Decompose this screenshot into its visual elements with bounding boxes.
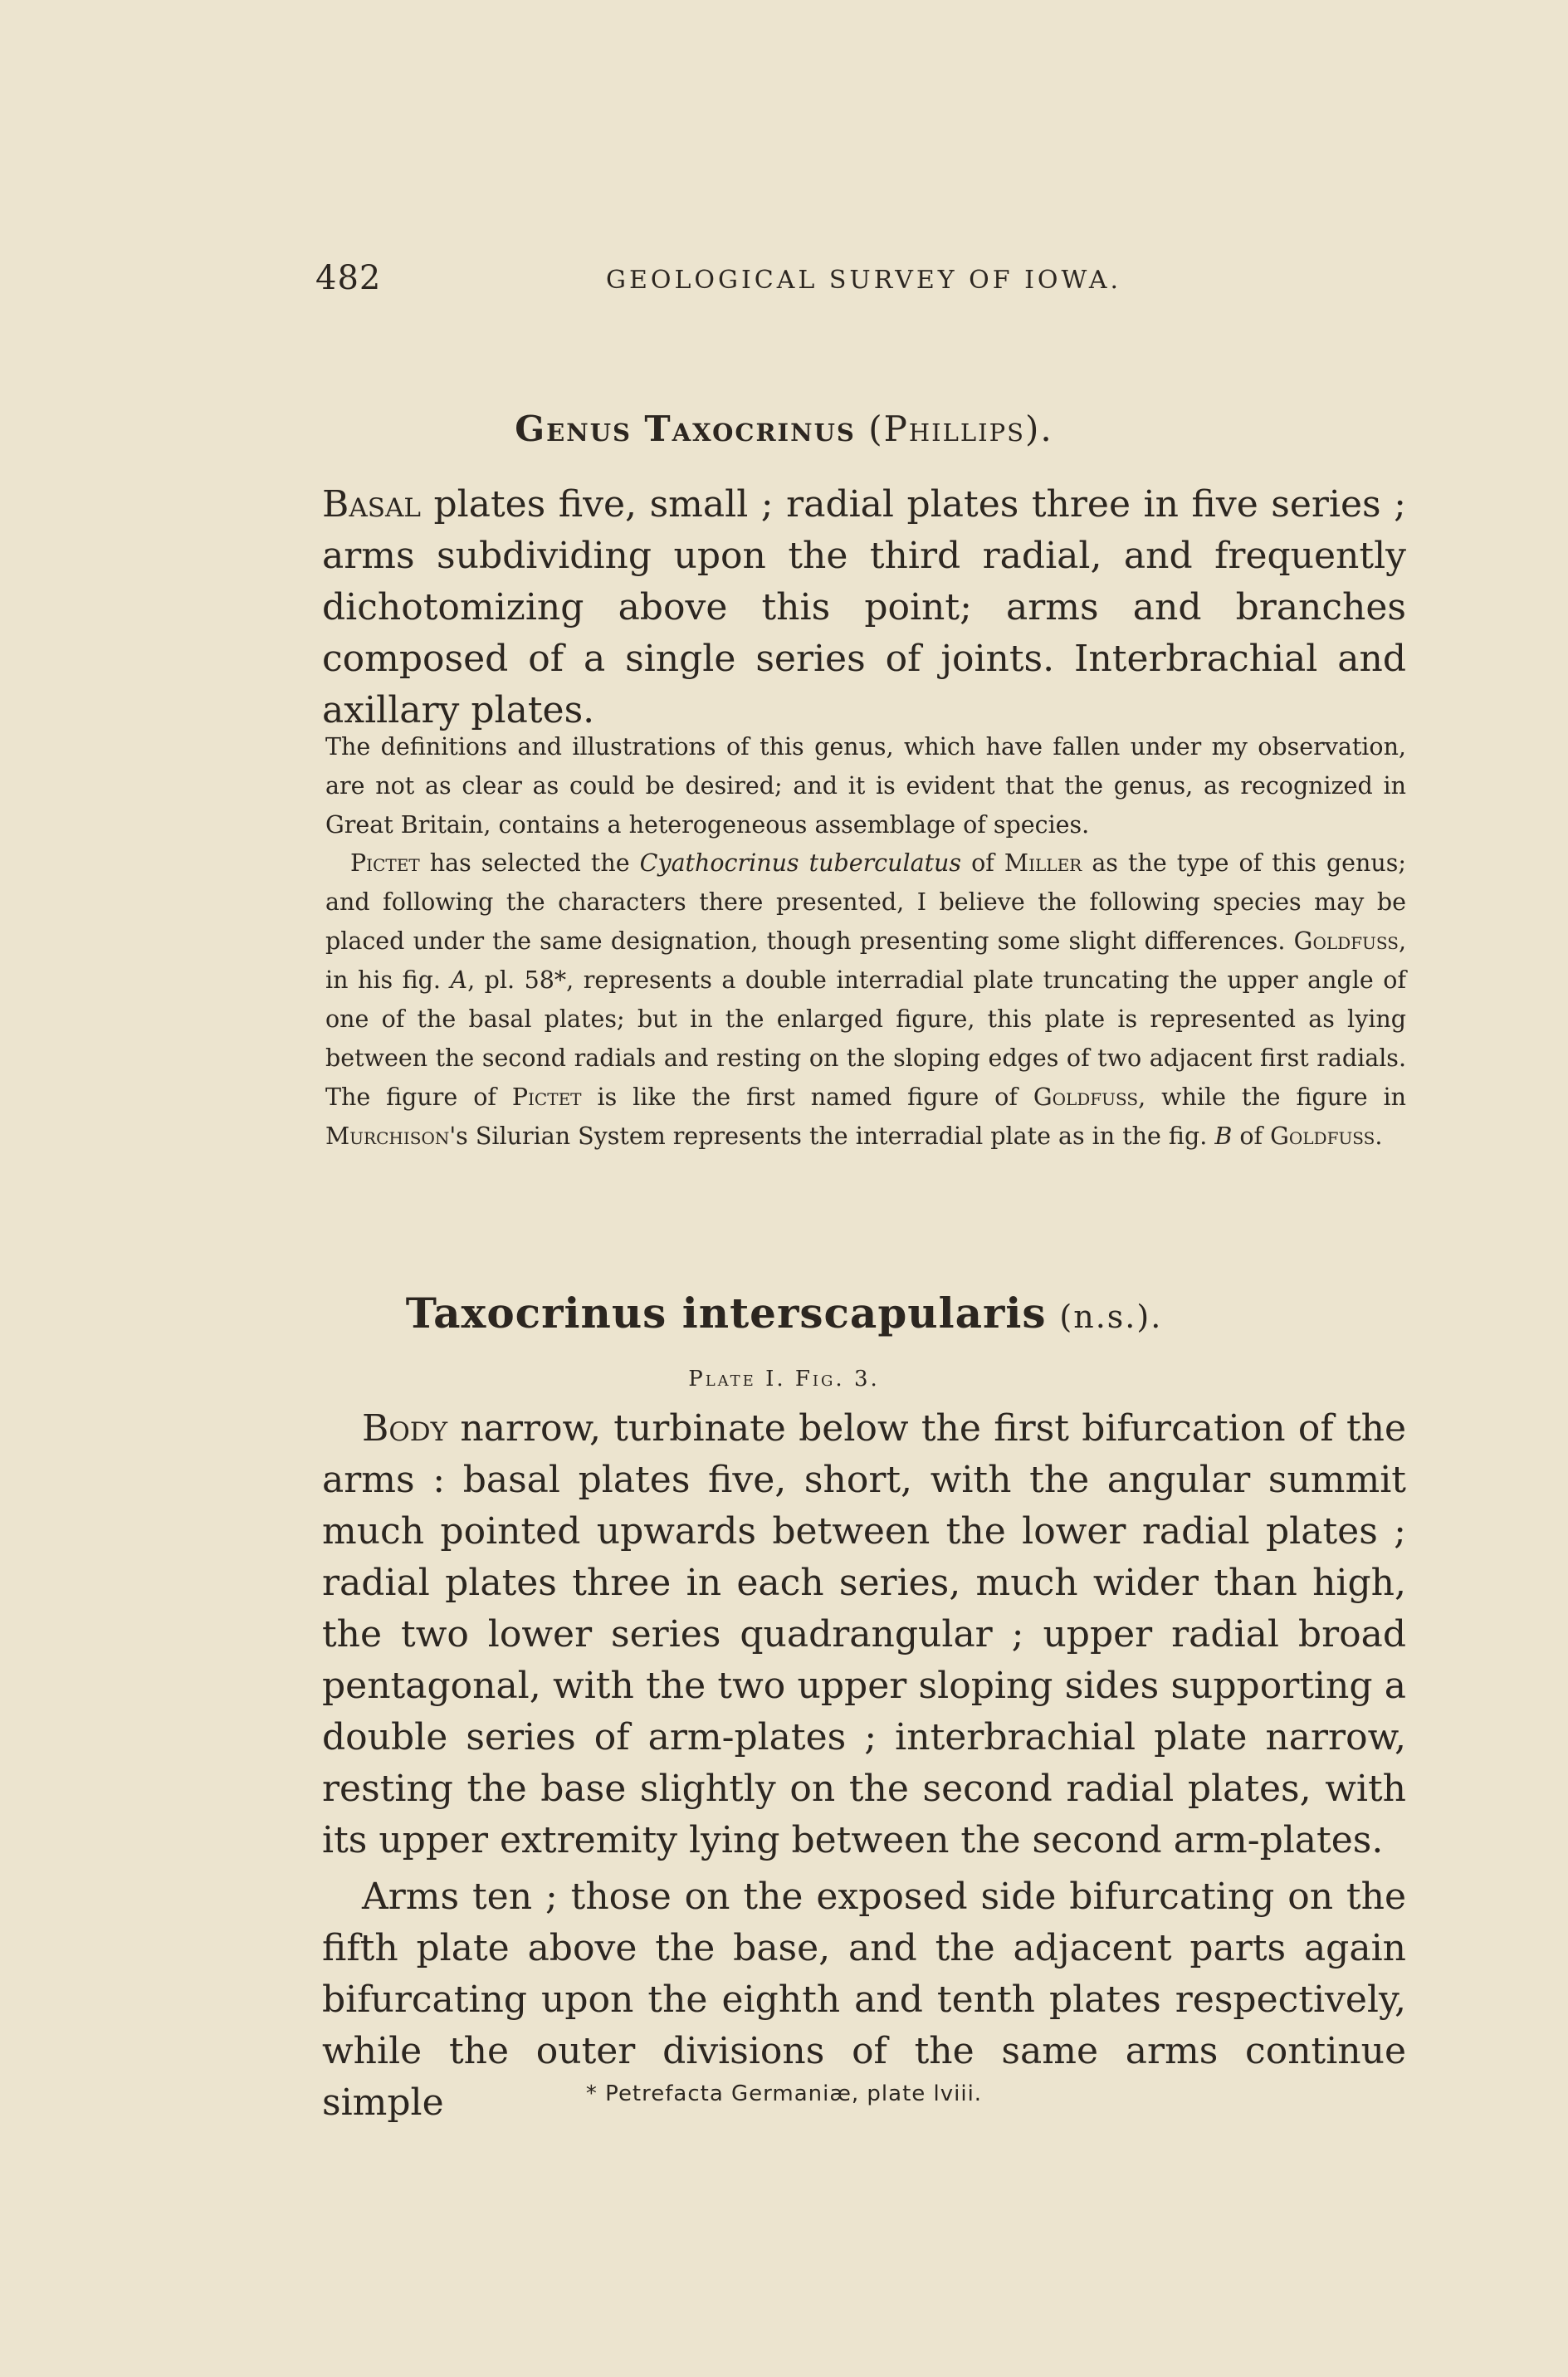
remarks-text: has selected the — [419, 849, 640, 877]
remarks-text: of — [1232, 1122, 1271, 1150]
name-murchison: Murchison — [325, 1122, 450, 1150]
species-description-2: Arms ten ; those on the exposed side bifurcating on the fifth plate above the base, and the adjacent parts again bifurcating upon the eighth and tenth plates respectively, while the outer divisions of the same arms continue simple — [322, 1876, 1406, 2124]
page-number: 482 — [315, 259, 382, 297]
species-suffix: (n.s.). — [1059, 1299, 1163, 1335]
remarks-text: , pl. 58*, represents a double interradial plate truncating the upper angle of one of the basal plates; but in the enlarged figure, this plate is represented as lying between the second radials and resting on the sloping edges of two adjacent first radials. The figure of — [325, 966, 1406, 1111]
name-miller: Miller — [1004, 849, 1082, 877]
species-name-italic: Cyathocrinus tuberculatus — [639, 849, 962, 877]
running-head: GEOLOGICAL SURVEY OF IOWA. — [606, 266, 1122, 295]
footnote: * Petrefacta Germaniæ, plate lviii. — [585, 2081, 983, 2106]
name-goldfuss: Goldfuss — [1033, 1083, 1139, 1111]
name-pictet: Pictet — [511, 1083, 582, 1111]
name-pictet: Pictet — [350, 849, 420, 877]
genus-heading-authority: (Phillips). — [868, 408, 1053, 449]
figure-b: B — [1214, 1122, 1233, 1150]
page-header — [315, 259, 1411, 309]
remarks-paragraph-2 — [325, 844, 1406, 1156]
genus-description-lead: Basal — [322, 483, 421, 526]
remarks-text: of — [961, 849, 1004, 877]
name-goldfuss: Goldfuss — [1270, 1122, 1375, 1150]
genus-heading-word1: Genus — [515, 408, 632, 449]
remarks-paragraph-1: The definitions and illustrations of this genus, which have fallen under my observation, are not as clear as could be desired; and it is evident that the genus, as recognized in Great Britain, contains a heterogeneous assemblage of species. — [325, 733, 1406, 839]
remarks-text: as the type of this genus; and following the characters there presented, I believe the following species may be placed under the same designation, though presenting some slight differences. — [325, 849, 1406, 955]
genus-heading — [0, 408, 1568, 449]
species-name: Taxocrinus interscapularis — [405, 1289, 1047, 1338]
plate-reference: Plate I. Fig. 3. — [688, 1367, 880, 1391]
remarks-text: , in his fig. — [325, 927, 1406, 994]
species-heading — [0, 1289, 1568, 1338]
species-description-text: narrow, turbinate below the first bifurcation of the arms : basal plates five, short, with the angular summit much pointed upwards between the lower radial plates ; radial plates three in each series, much wider than high, the two lower series quadrangular ; upper radial broad pentagonal, with the two upper sloping sides supporting a double series of arm-plates ; interbrachial plate narrow, resting the base slightly on the second radial plates, with its upper extremity lying between the second arm-plates. — [322, 1407, 1406, 1861]
figure-a: A — [450, 966, 468, 994]
name-goldfuss: Goldfuss — [1293, 927, 1399, 955]
genus-description-text: plates five, small ; radial plates three in five series ; arms subdividing upon the third radial, and frequently dichotomizing above this point; arms and branches composed of a single series of joints. Interbrachial and axillary plates. — [322, 483, 1406, 731]
remarks-text: 's Silurian System represents the interradial plate as in the fig. — [449, 1122, 1215, 1150]
remarks-text: , while the figure in — [1138, 1083, 1406, 1111]
genus-heading-word2: Taxocrinus — [644, 408, 856, 449]
remarks-text: is like the first named figure of — [581, 1083, 1033, 1111]
species-description-lead: Body — [362, 1407, 448, 1450]
remarks-text: . — [1375, 1122, 1383, 1150]
genus-description — [322, 479, 1406, 736]
species-description-1 — [322, 1403, 1406, 1866]
